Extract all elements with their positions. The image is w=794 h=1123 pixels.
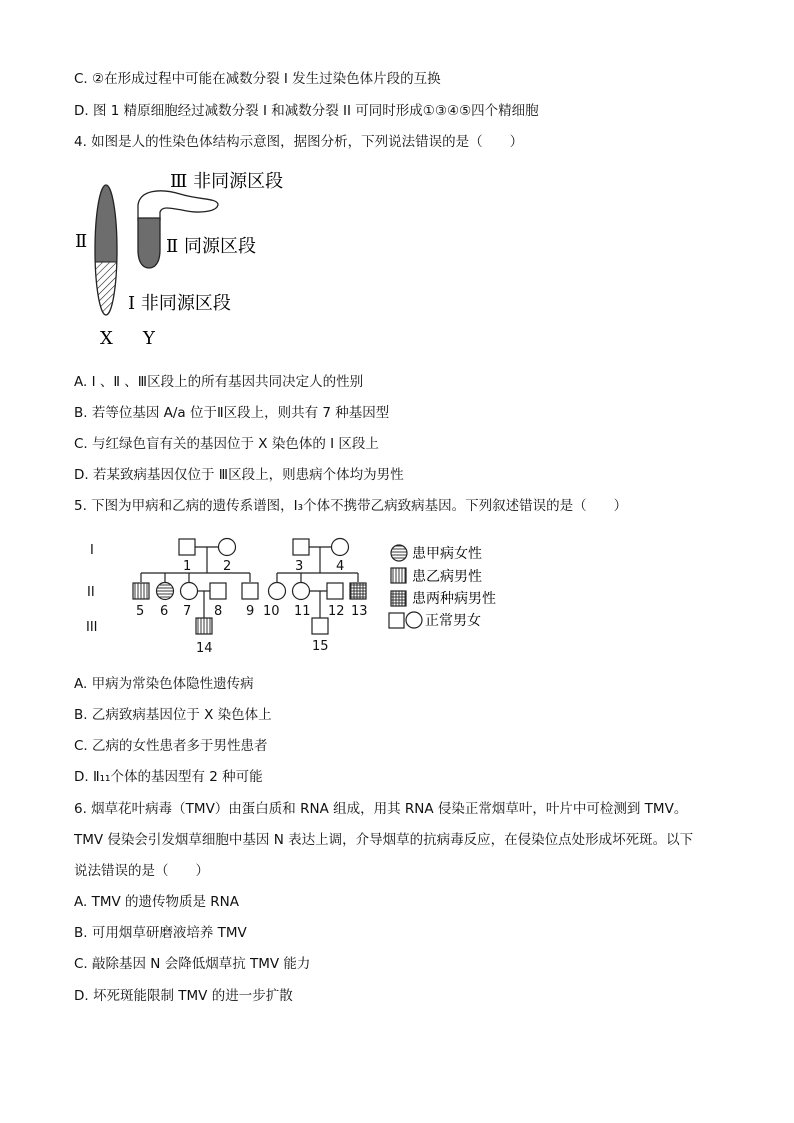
number-label: 7 (183, 604, 192, 619)
q4-option-b: B. 若等位基因 A/a 位于Ⅱ区段上，则共有 7 种基因型 (74, 405, 390, 421)
individual-i4-female (332, 539, 349, 556)
individual-i1-male (179, 539, 195, 555)
q3-option-c: C. ②在形成过程中可能在减数分裂 I 发生过染色体片段的互换 (74, 71, 441, 87)
q6-option-b: B. 可用烟草研磨液培养 TMV (74, 925, 247, 941)
individual-i2-female (219, 539, 236, 556)
legend-swatch-normal-male (389, 613, 404, 628)
individual-ii7-female (181, 583, 198, 600)
generation-i-label: I (90, 543, 94, 558)
number-label: 5 (136, 604, 145, 619)
number-label: 15 (312, 639, 329, 654)
number-label: 9 (246, 604, 255, 619)
legend-swatch-both-male (391, 591, 406, 606)
generation-ii-label: II (87, 585, 95, 600)
individual-ii13-both-diseases-male (350, 583, 366, 599)
individual-ii11-female (293, 583, 310, 600)
label-i-non-homologous: Ⅰ 非同源区段 (128, 293, 231, 314)
individual-iii15-male (312, 618, 328, 634)
label-x: X (100, 328, 113, 349)
individual-ii6-affected-a-female (157, 583, 174, 600)
legend-swatch-b-male (391, 568, 406, 583)
number-label: 10 (263, 604, 280, 619)
label-ii-left: Ⅱ (75, 231, 88, 252)
q4-stem: 4. 如图是人的性染色体结构示意图，据图分析，下列说法错误的是（ ） (74, 134, 524, 150)
individual-ii9-male (242, 583, 258, 599)
q6-option-a: A. TMV 的遗传物质是 RNA (74, 894, 240, 910)
legend-label-both: 患两种病男性 (412, 591, 496, 607)
q5-option-a: A. 甲病为常染色体隐性遗传病 (74, 676, 254, 692)
q6-stem-line-1: 6. 烟草花叶病毒（TMV）由蛋白质和 RNA 组成，用其 RNA 侵染正常烟草叶，叶片中可检测到 TMV。 (74, 801, 688, 817)
x-chromosome (90, 180, 122, 322)
legend-label-normal: 正常男女 (425, 613, 481, 629)
q6-option-d: D. 坏死斑能限制 TMV 的进一步扩散 (74, 988, 293, 1004)
legend-label-b: 患乙病男性 (412, 569, 482, 585)
q4-option-c: C. 与红绿色盲有关的基因位于 X 染色体的 I 区段上 (74, 436, 379, 452)
number-label: 11 (294, 604, 311, 619)
label-iii-non-homologous: Ⅲ 非同源区段 (170, 171, 284, 192)
number-label: 3 (295, 559, 304, 574)
q6-stem-line-2: TMV 侵染会引发烟草细胞中基因 N 表达上调，介导烟草的抗病毒反应，在侵染位点处形成坏死斑。以下 (74, 832, 694, 848)
q6-option-c: C. 敲除基因 N 会降低烟草抗 TMV 能力 (74, 956, 311, 972)
q4-option-a: A. Ⅰ 、Ⅱ 、Ⅲ区段上的所有基因共同决定人的性别 (74, 374, 364, 390)
number-label: 14 (196, 641, 213, 656)
label-ii-homologous: Ⅱ 同源区段 (166, 236, 256, 257)
legend-swatch-normal-female (406, 612, 422, 628)
q6-stem-line-3: 说法错误的是（ ） (74, 863, 209, 879)
q5-option-b: B. 乙病致病基因位于 X 染色体上 (74, 707, 272, 723)
number-label: 12 (328, 604, 345, 619)
individual-ii8-male (210, 583, 226, 599)
generation-iii-label: III (86, 620, 98, 635)
label-y: Y (143, 328, 155, 349)
q5-option-c: C. 乙病的女性患者多于男性患者 (74, 738, 268, 754)
legend-label-a: 患甲病女性 (412, 546, 482, 562)
individual-ii5-affected-b-male (133, 583, 149, 599)
q5-stem: 5. 下图为甲病和乙病的遗传系谱图，I₃个体不携带乙病致病基因。下列叙述错误的是（ ） (74, 498, 628, 514)
q3-option-d: D. 图 1 精原细胞经过减数分裂 I 和减数分裂 II 可同时形成①③④⑤四个精细胞 (74, 103, 539, 119)
individual-ii10-female (269, 583, 286, 600)
number-label: 8 (214, 604, 223, 619)
number-label: 2 (223, 559, 232, 574)
sex-chromosome-diagram (70, 160, 330, 350)
number-label: 4 (336, 559, 345, 574)
number-label: 13 (351, 604, 368, 619)
pedigree-legend (389, 545, 496, 629)
legend-swatch-a-female (391, 545, 407, 561)
number-label: 1 (183, 559, 192, 574)
q4-option-d: D. 若某致病基因仅位于 Ⅲ区段上，则患病个体均为男性 (74, 467, 404, 483)
individual-i3-male (293, 539, 309, 555)
q5-option-d: D. Ⅱ₁₁个体的基因型有 2 种可能 (74, 769, 263, 785)
number-label: 6 (160, 604, 169, 619)
individual-ii12-male (327, 583, 343, 599)
pedigree-chart (80, 530, 520, 660)
individual-iii14-affected-b-male (196, 618, 212, 634)
